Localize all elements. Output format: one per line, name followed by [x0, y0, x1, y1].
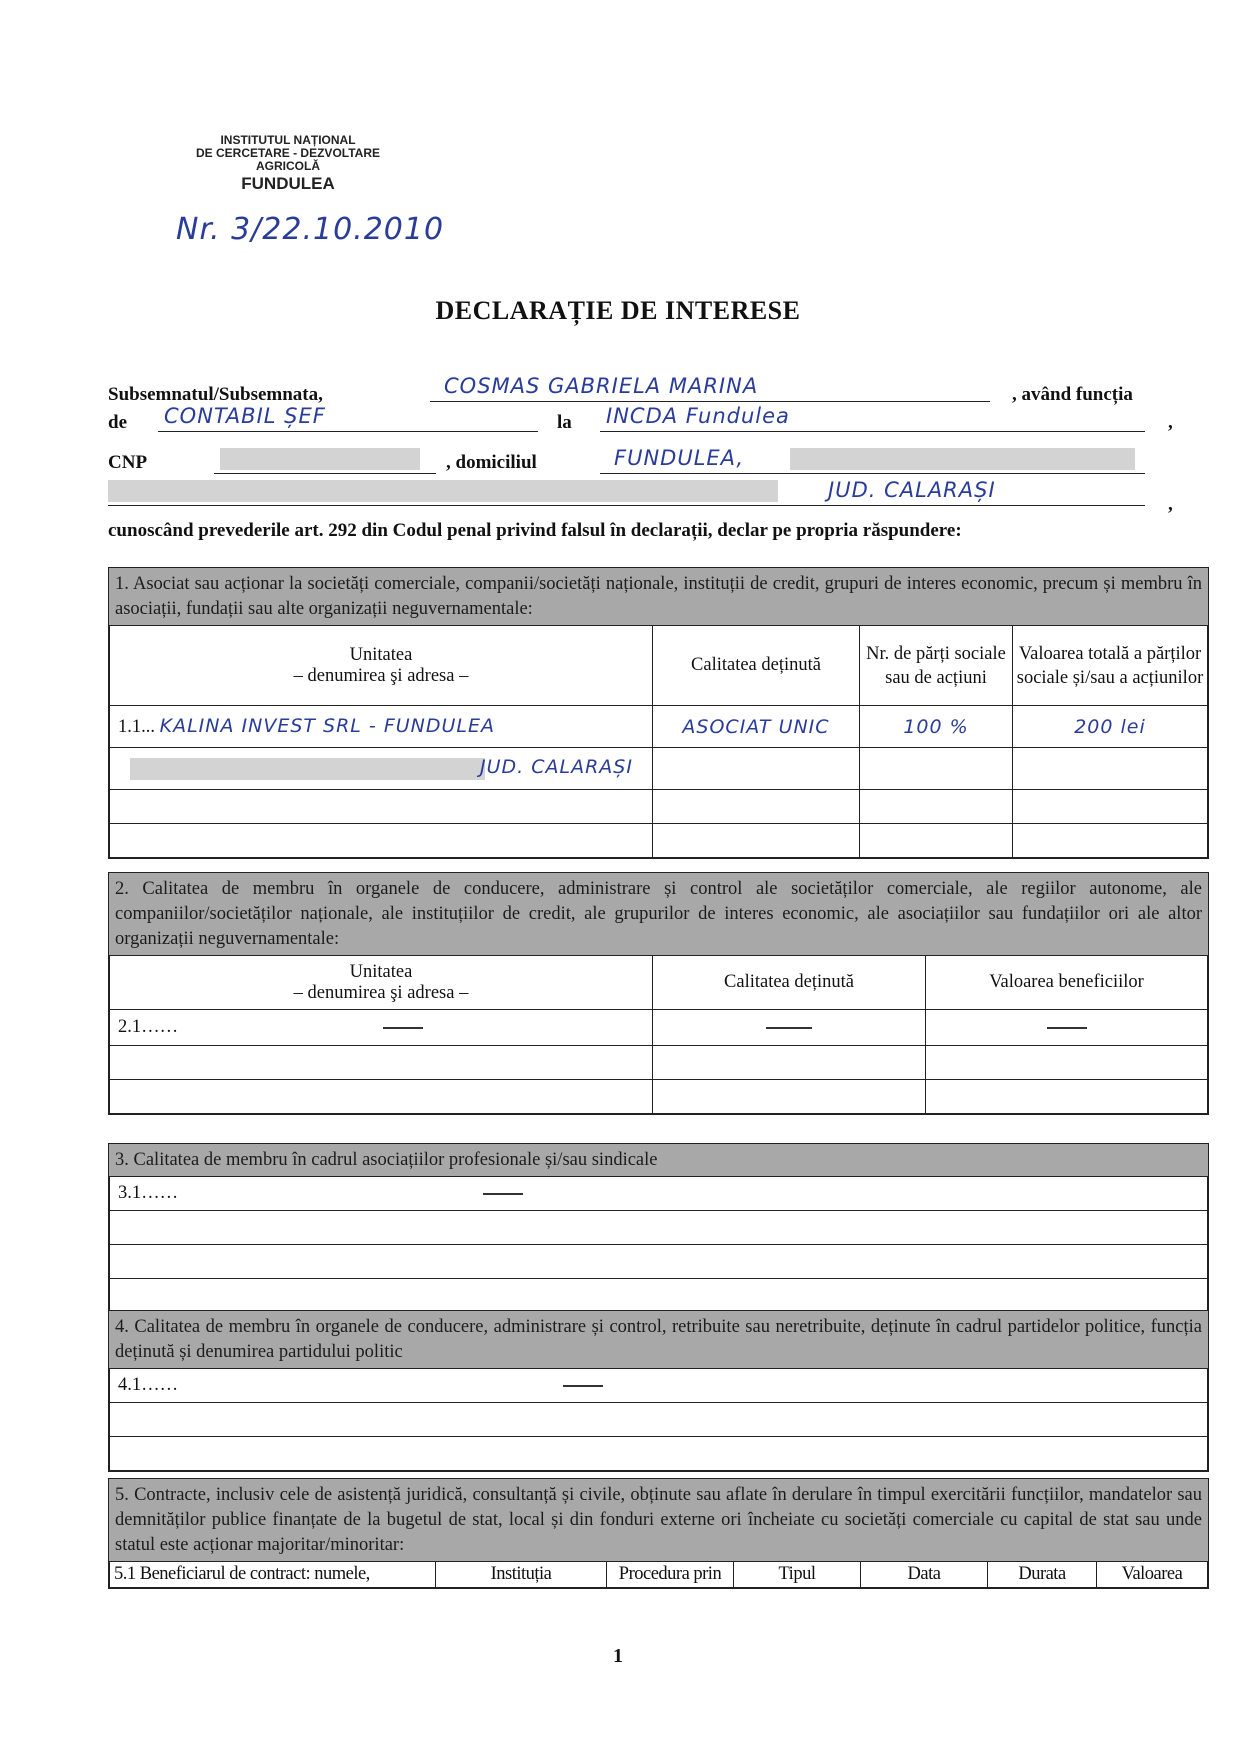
domicile-field [600, 446, 1145, 474]
s2-dash [766, 1027, 812, 1029]
s1-row-label: 1.1... [118, 717, 155, 737]
s5-col-date: Data [861, 1562, 988, 1588]
section-4-heading: 4. Calitatea de membru în organele de conducere, administrare și control, retribuite sau neretribuite, deținute în cadrul partidelor politice, funcția deținută și denumirea partidului politic [109, 1311, 1208, 1368]
section-1-heading: 1. Asociat sau acționar la societăți comerciale, companii/societăți naționale, instituții de credit, grupuri de interes economic, precum și membru în asociații, fundații sau alte organizații neguvernamentale: [109, 568, 1208, 625]
section-5-heading: 5. Contracte, inclusiv cele de asistență juridică, consultanță și civile, obținute sau aflate în derulare în timpul exercitării funcțiilor, mandatelor sau demnităților publice finanțate de la bugetul de stat, local și din fonduri externe ori încheiate cu societăți comerciale cu capital de stat sau unde statul este acționar majoritar/minoritar: [109, 1479, 1208, 1561]
section-3-table [109, 1176, 1208, 1313]
s2-empty-cell [110, 1080, 653, 1114]
s3-row-label: 3.1…… [118, 1183, 179, 1203]
s2-empty-cell [110, 1046, 653, 1080]
s4-empty-cell [110, 1403, 1208, 1437]
s1-empty-cell [653, 790, 860, 824]
document-title: DECLARAȚIE DE INTERESE [435, 296, 801, 325]
stamp-line-3: AGRICOLĂ [256, 159, 320, 173]
s2-col-unit-title: Unitatea [349, 961, 413, 982]
s3-row-empty [110, 1279, 1208, 1313]
section-1-table [109, 625, 1208, 858]
stamp-line-2: DE CERCETARE - DEZVOLTARE [195, 146, 380, 160]
la-label: la [557, 412, 572, 433]
section-4 [108, 1310, 1209, 1472]
s1-empty-cell [860, 748, 1013, 790]
registration-number: Nr. 3/22.10.2010 [176, 212, 445, 247]
section-1 [108, 567, 1209, 859]
s5-col-type: Tipul [734, 1562, 861, 1588]
s1-row-unit: KALINA INVEST SRL - FUNDULEA [159, 715, 496, 737]
domicile-value: FUNDULEA, [614, 446, 745, 470]
s2-row-label: 2.1…… [118, 1017, 179, 1037]
s2-row-1 [110, 1010, 1208, 1046]
s1-row-1-cont [110, 748, 1208, 790]
s4-row-label-cell [110, 1369, 1208, 1403]
s3-row-empty [110, 1245, 1208, 1279]
s2-row-quality [653, 1010, 926, 1046]
s2-empty-cell [926, 1080, 1208, 1114]
section-2-table [109, 955, 1208, 1114]
address-redaction [108, 480, 778, 502]
s1-col-shares: Nr. de părți sociale sau de acțiuni [860, 626, 1013, 706]
s2-col-benefits: Valoarea beneficiilor [926, 956, 1208, 1010]
s1-row-unit-cell [110, 706, 653, 748]
s2-row-benefits [926, 1010, 1208, 1046]
comma-1: , [1168, 412, 1173, 433]
s1-empty-cell [110, 790, 653, 824]
function-field [158, 404, 538, 432]
s1-col-unit [110, 626, 653, 706]
s4-row-empty [110, 1437, 1208, 1471]
s2-row-label-cell [110, 1010, 653, 1046]
s2-empty-cell [653, 1080, 926, 1114]
s4-row-label: 4.1…… [118, 1375, 179, 1395]
comma-2: , [1168, 494, 1173, 515]
s2-empty-cell [926, 1046, 1208, 1080]
cnp-redaction [220, 448, 420, 470]
s1-empty-cell [860, 824, 1013, 858]
s1-row-shares: 100 % [860, 706, 1013, 748]
s1-empty-cell [653, 824, 860, 858]
s1-row-empty [110, 824, 1208, 858]
domicile-redaction [790, 448, 1135, 470]
s1-row-value: 200 lei [1013, 706, 1208, 748]
institution-value: INCDA Fundulea [606, 404, 790, 428]
s4-row-1 [110, 1369, 1208, 1403]
s1-row-empty [110, 790, 1208, 824]
s1-row-quality: ASOCIAT UNIC [653, 706, 860, 748]
s4-empty-cell [110, 1437, 1208, 1471]
s1-row-unit-cont: JUD. CALARAȘI [480, 756, 633, 778]
domicile-label: , domiciliul [446, 452, 537, 473]
s1-col-unit-sub: – denumirea şi adresa – [293, 665, 469, 686]
s1-col-value: Valoarea totală a părților sociale și/sau a acțiunilor [1013, 626, 1208, 706]
s1-col-quality: Calitatea deținută [653, 626, 860, 706]
s1-row-1 [110, 706, 1208, 748]
s5-col-institution: Instituția [436, 1562, 607, 1588]
s1-empty-cell [110, 824, 653, 858]
county-value: JUD. CALARAȘI [828, 478, 996, 502]
s5-col-procedure: Procedura prin [607, 1562, 734, 1588]
cnp-field [214, 446, 436, 474]
institution-field [600, 404, 1145, 432]
s3-row-1 [110, 1177, 1208, 1211]
cnp-label: CNP [108, 452, 148, 473]
s1-col-unit-title: Unitatea [349, 644, 413, 665]
name-field [430, 374, 990, 402]
section-5 [108, 1478, 1209, 1589]
section-3-heading: 3. Calitatea de membru în cadrul asociațiilor profesionale și/sau sindicale [109, 1144, 1208, 1176]
s1-empty-cell [860, 790, 1013, 824]
section-5-table [109, 1561, 1208, 1588]
s3-empty-cell [110, 1245, 1208, 1279]
s2-col-unit-sub: – denumirea şi adresa – [293, 982, 469, 1003]
declaration-statement: cunoscând prevederile art. 292 din Codul penal privind falsul în declarații, declar pe propria răspundere: [108, 520, 962, 541]
section-3 [108, 1143, 1209, 1314]
s1-empty-cell [653, 748, 860, 790]
s2-col-quality: Calitatea deținută [653, 956, 926, 1010]
s2-col-unit [110, 956, 653, 1010]
section-2 [108, 872, 1209, 1115]
s1-empty-cell [1013, 748, 1208, 790]
section-2-heading: 2. Calitatea de membru în organele de conducere, administrare și control ale societăților comerciale, ale regiilor autonome, ale companiilor/societăților naționale, ale instituțiilor de credit, ale grupurilor de interes economic, ale asociațiilor sau fundațiilor ori ale altor organizații neguvernamentale: [109, 873, 1208, 955]
s4-dash [563, 1385, 603, 1387]
s3-empty-cell [110, 1279, 1208, 1313]
s2-row-empty [110, 1046, 1208, 1080]
s2-dash [1047, 1027, 1087, 1029]
s3-dash [483, 1193, 523, 1195]
s4-row-empty [110, 1403, 1208, 1437]
page-number: 1 [613, 1645, 623, 1667]
s3-empty-cell [110, 1211, 1208, 1245]
function-value: CONTABIL ȘEF [164, 404, 326, 428]
s2-dash [383, 1027, 423, 1029]
s5-col-duration: Durata [988, 1562, 1097, 1588]
s1-empty-cell [1013, 824, 1208, 858]
s1-row-unit-cont-cell [110, 748, 653, 790]
section-4-table [109, 1368, 1208, 1471]
stamp-line-4: FUNDULEA [241, 174, 335, 193]
stamp-line-1: INSTITUTUL NAȚIONAL [220, 133, 356, 147]
s3-row-empty [110, 1211, 1208, 1245]
de-label: de [108, 412, 127, 433]
address-field [108, 478, 1145, 506]
s2-row-empty [110, 1080, 1208, 1114]
s5-col-beneficiary: 5.1 Beneficiarul de contract: numele, [110, 1562, 436, 1588]
name-label: Subsemnatul/Subsemnata, [108, 384, 323, 405]
s5-col-value: Valoarea [1097, 1562, 1208, 1588]
institution-stamp [178, 134, 398, 194]
s2-empty-cell [653, 1046, 926, 1080]
name-value: COSMAS GABRIELA MARINA [444, 374, 759, 398]
s3-row-label-cell [110, 1177, 1208, 1211]
s1-empty-cell [1013, 790, 1208, 824]
s1-address-redaction [130, 758, 485, 780]
function-label: , având funcția [1012, 384, 1133, 405]
